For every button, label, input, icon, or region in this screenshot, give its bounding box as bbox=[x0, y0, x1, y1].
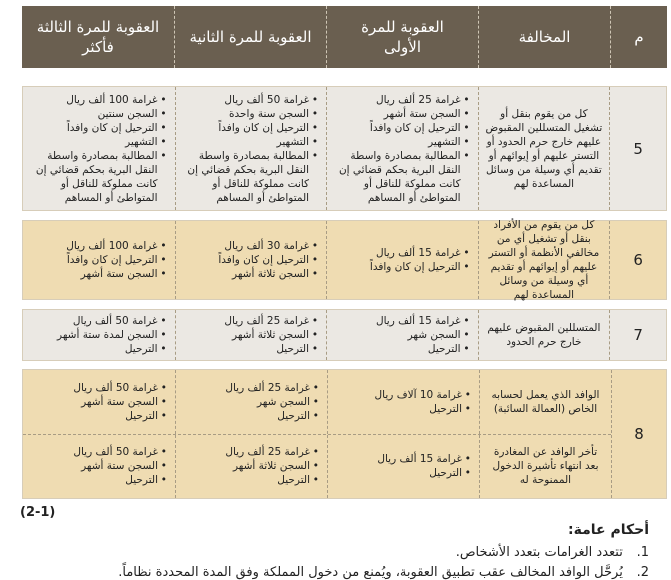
penalty-item: • السجن سنة واحدة bbox=[180, 107, 319, 121]
penalty-list bbox=[180, 93, 319, 205]
second-penalty bbox=[175, 435, 327, 499]
penalty-item: • الترحيل bbox=[331, 342, 470, 356]
first-penalty bbox=[326, 221, 478, 299]
penalty-item: • الترحيل إن كان وافداً bbox=[180, 253, 319, 267]
violation-text: كل من يقوم بنقل أو تشغيل المتسللين المقبوض عليهم خارج حرم الحدود أو التستر عليهم أو إيوائهم أو تقديم أي وسيلة من وسائل المساعدة لهم bbox=[478, 87, 610, 210]
rule-number: 1. bbox=[636, 545, 649, 560]
second-penalty bbox=[175, 221, 327, 299]
penalty-item: • الترحيل bbox=[180, 473, 319, 487]
violation-text: كل من يقوم من الأفراد بنقل أو تشغيل أي من مخالفي الأنظمة أو التستر عليهم أو إيوائهم أو تقديم أي وسيلة من وسائل المساعدة لهم bbox=[478, 221, 610, 299]
penalty-item: • غرامة 15 ألف ريال bbox=[331, 246, 470, 260]
penalty-list bbox=[27, 314, 167, 356]
third-penalty bbox=[23, 370, 175, 434]
third-penalty bbox=[23, 310, 175, 360]
penalty-item: • غرامة 25 ألف ريال bbox=[180, 445, 319, 459]
penalty-list bbox=[180, 239, 319, 281]
figure-label: (2-1) bbox=[20, 505, 56, 520]
first-penalty bbox=[327, 435, 479, 499]
sub-row bbox=[23, 434, 611, 499]
penalty-item: • غرامة 25 ألف ريال bbox=[180, 314, 319, 328]
row-number: 8 bbox=[611, 370, 666, 498]
third-penalty bbox=[23, 87, 175, 210]
header-third-penalty: العقوبة للمرة الثالثة فأكثر bbox=[36, 18, 160, 56]
penalty-item: • الترحيل إن كان وافداً bbox=[331, 260, 470, 274]
penalty-item: • الترحيل إن كان وافداً bbox=[331, 121, 470, 135]
penalty-item: • غرامة 30 ألف ريال bbox=[180, 239, 319, 253]
penalty-item: • السجن ثلاثة أشهر bbox=[180, 328, 319, 342]
penalty-item: • السجن ثلاثة أشهر bbox=[180, 267, 319, 281]
penalty-list bbox=[332, 452, 471, 480]
penalty-item: • الترحيل bbox=[27, 409, 167, 423]
penalty-item: • السجن سنتين bbox=[27, 107, 167, 121]
penalty-item: • السجن لمدة ستة أشهر bbox=[27, 328, 167, 342]
penalty-item: • التشهير bbox=[180, 135, 319, 149]
penalty-item: • الترحيل إن كان وافداً bbox=[27, 121, 167, 135]
penalty-item: • غرامة 15 ألف ريال bbox=[332, 452, 471, 466]
row-number: 6 bbox=[609, 221, 666, 299]
header-violation: المخالفة bbox=[478, 6, 610, 68]
penalty-item: • السجن شهر bbox=[180, 395, 319, 409]
sub-rows bbox=[23, 370, 611, 498]
penalty-item: • السجن ثلاثة أشهر bbox=[180, 459, 319, 473]
penalty-item: • الترحيل إن كان وافداً bbox=[27, 253, 167, 267]
penalty-item: • الترحيل bbox=[332, 466, 471, 480]
row-number: 5 bbox=[609, 87, 666, 210]
violation-text: المتسللين المقبوض عليهم خارج حرم الحدود bbox=[478, 310, 610, 360]
penalty-item: • غرامة 50 ألف ريال bbox=[27, 381, 167, 395]
rule-text: تتعدد الغرامات بتعدد الأشخاص. bbox=[455, 545, 623, 560]
rule-number: 2. bbox=[636, 565, 649, 580]
violation-text: الوافد الذي يعمل لحسابه الخاص (العمالة السائبة) bbox=[479, 370, 611, 434]
sub-row bbox=[23, 370, 611, 434]
rule-item bbox=[118, 565, 649, 580]
penalty-list bbox=[27, 381, 167, 423]
table-row bbox=[22, 86, 667, 211]
penalty-item: • الترحيل bbox=[332, 402, 471, 416]
second-penalty bbox=[175, 370, 327, 434]
penalty-list bbox=[180, 381, 319, 423]
penalty-item: • غرامة 15 ألف ريال bbox=[331, 314, 470, 328]
table-row bbox=[22, 369, 667, 499]
header-first-penalty: العقوبة للمرة الأولى bbox=[326, 6, 478, 68]
penalty-list bbox=[332, 388, 471, 416]
penalty-item: • غرامة 50 ألف ريال bbox=[27, 445, 167, 459]
header-second-penalty: العقوبة للمرة الثانية bbox=[174, 6, 326, 68]
penalty-item: • الترحيل إن كان وافداً bbox=[180, 121, 319, 135]
first-penalty bbox=[327, 370, 479, 434]
penalty-item: • الترحيل bbox=[180, 409, 319, 423]
general-rules-title: أحكام عامة: bbox=[568, 522, 649, 538]
penalty-item: • المطالبة بمصادرة واسطة النقل البرية بحكم قضائي إن كانت مملوكة للناقل أو المتواطئ أو المساهم bbox=[180, 149, 319, 205]
penalty-list bbox=[331, 93, 470, 205]
penalty-list bbox=[180, 314, 319, 356]
third-penalty bbox=[23, 435, 175, 499]
second-penalty bbox=[175, 310, 327, 360]
penalty-item: • التشهير bbox=[27, 135, 167, 149]
violation-text: تأخر الوافد عن المغادرة بعد انتهاء تأشيرة الدخول الممنوحة له bbox=[479, 435, 611, 499]
header-num: م bbox=[610, 6, 667, 68]
penalty-item: • غرامة 50 ألف ريال bbox=[27, 314, 167, 328]
penalty-list bbox=[27, 445, 167, 487]
penalty-item: • السجن شهر bbox=[331, 328, 470, 342]
penalty-item: • غرامة 25 ألف ريال bbox=[331, 93, 470, 107]
first-penalty bbox=[326, 310, 478, 360]
third-penalty bbox=[23, 221, 175, 299]
penalty-list bbox=[331, 314, 470, 356]
second-penalty bbox=[175, 87, 327, 210]
penalty-item: • المطالبة بمصادرة واسطة النقل البرية بحكم قضائي إن كانت مملوكة للناقل أو المتواطئ أو المساهم bbox=[27, 149, 167, 205]
penalty-item: • السجن ستة أشهر bbox=[27, 459, 167, 473]
penalty-item: • السجن ستة أشهر bbox=[27, 267, 167, 281]
penalty-list bbox=[180, 445, 319, 487]
penalty-list bbox=[27, 93, 167, 205]
rule-item bbox=[456, 545, 649, 560]
table-row bbox=[22, 220, 667, 300]
penalty-item: • الترحيل bbox=[27, 342, 167, 356]
penalty-item: • السجن ستة أشهر bbox=[27, 395, 167, 409]
table-header bbox=[22, 6, 667, 68]
penalty-item: • السجن ستة أشهر bbox=[331, 107, 470, 121]
penalty-item: • الترحيل bbox=[27, 473, 167, 487]
penalty-item: • الترحيل bbox=[180, 342, 319, 356]
rule-text: يُرحَّل الوافد المخالف عقب تطبيق العقوبة، ويُمنع من دخول المملكة وفق المدة المحددة نظاماً. bbox=[118, 565, 623, 580]
penalty-item: • غرامة 25 ألف ريال bbox=[180, 381, 319, 395]
penalty-item: • غرامة 50 ألف ريال bbox=[180, 93, 319, 107]
penalty-list bbox=[27, 239, 167, 281]
table-row bbox=[22, 309, 667, 361]
penalty-item: • غرامة 10 آلاف ريال bbox=[332, 388, 471, 402]
penalty-item: • غرامة 100 ألف ريال bbox=[27, 93, 167, 107]
penalty-item: • التشهير bbox=[331, 135, 470, 149]
penalty-list bbox=[331, 246, 470, 274]
first-penalty bbox=[326, 87, 478, 210]
row-number: 7 bbox=[609, 310, 666, 360]
penalty-item: • المطالبة بمصادرة واسطة النقل البرية بحكم قضائي إن كانت مملوكة للناقل أو المتواطئ أو المساهم bbox=[331, 149, 470, 205]
penalty-item: • غرامة 100 ألف ريال bbox=[27, 239, 167, 253]
